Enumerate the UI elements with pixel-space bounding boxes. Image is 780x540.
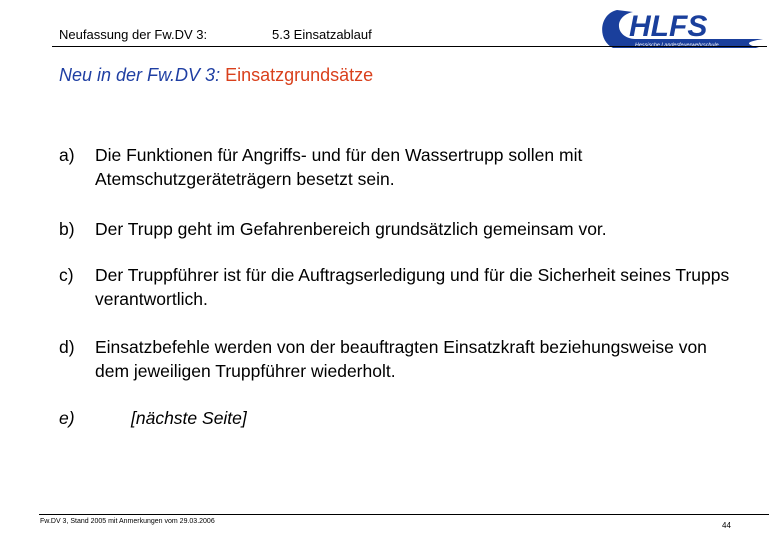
footer-divider — [39, 514, 769, 515]
list-item-text: Der Truppführer ist für die Auftragserledigung und für die Sicherheit seines Trupps verantwortlich. — [95, 265, 730, 309]
page-number: 44 — [722, 521, 731, 530]
header-left-text: Neufassung der Fw.DV 3: — [59, 27, 208, 42]
list-item-label: e) — [59, 408, 75, 428]
list-item-text: Die Funktionen für Angriffs- und für den Wassertrupp sollen mit Atemschutzgeräteträgern besetzt sein. — [95, 145, 583, 189]
title-topic: Einsatzgrundsätze — [225, 65, 374, 85]
list-item-text: Der Trupp geht im Gefahrenbereich grundsätzlich gemeinsam vor. — [95, 219, 607, 239]
list-item-label: d) — [59, 337, 75, 357]
logo-text: HLFS — [629, 10, 708, 43]
footer-source-text: Fw.DV 3, Stand 2005 mit Anmerkungen vom 29.03.2006 — [40, 518, 215, 525]
list-item-label: a) — [59, 145, 75, 165]
title-prefix: Neu in der Fw.DV 3: — [59, 65, 221, 85]
header-section-text: 5.3 Einsatzablauf — [272, 27, 372, 42]
slide-title — [59, 65, 373, 86]
list-item-label: b) — [59, 219, 75, 239]
list-item-label: c) — [59, 265, 74, 285]
list-item-text: Einsatzbefehle werden von der beauftragten Einsatzkraft beziehungsweise von dem jeweiligen Truppführer wiederholt. — [95, 337, 707, 381]
next-page-link: [nächste Seite] — [131, 408, 247, 428]
header-divider — [52, 46, 767, 47]
